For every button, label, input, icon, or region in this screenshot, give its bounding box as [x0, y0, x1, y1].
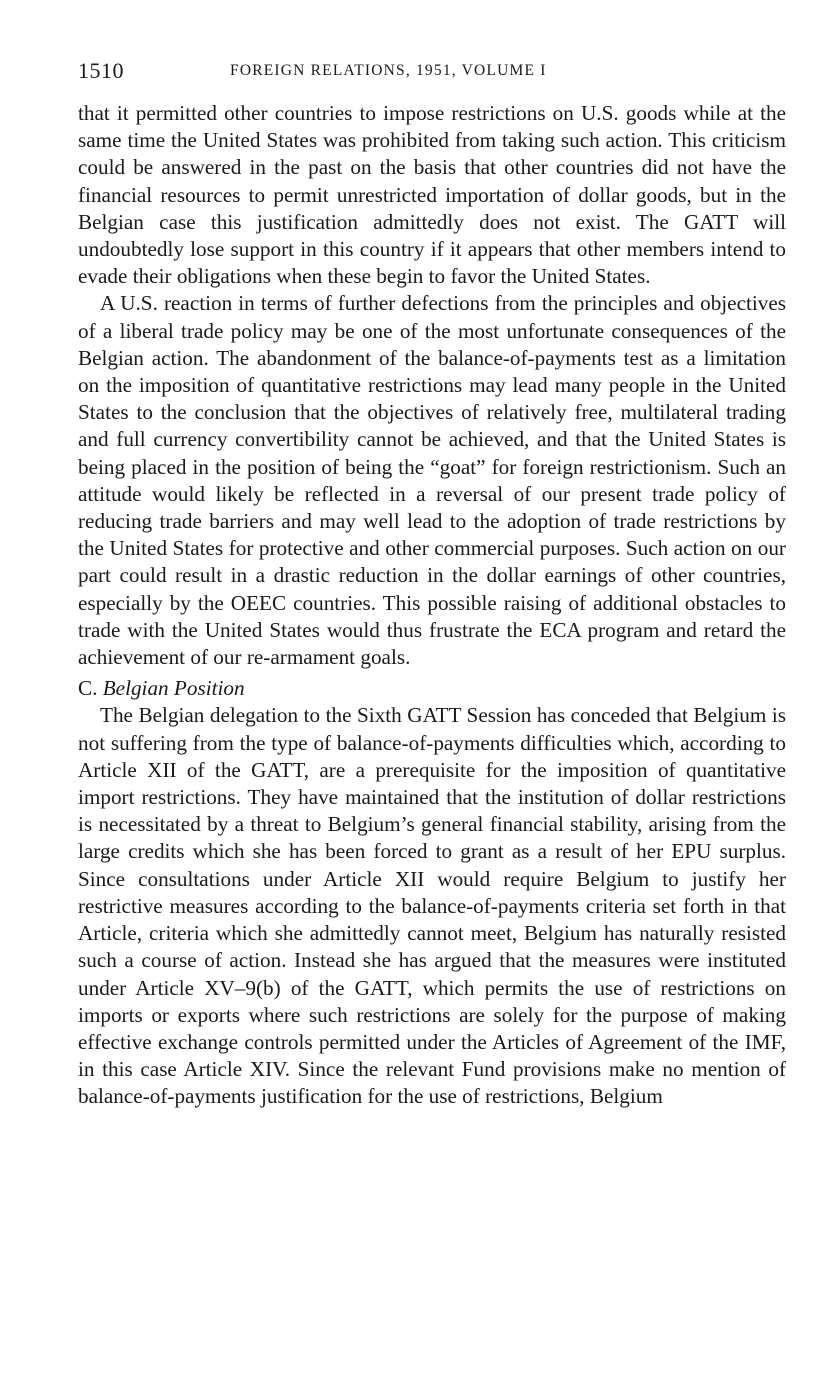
section-label: C.: [78, 676, 98, 701]
paragraph-continuation: that it permitted other countries to impose restrictions on U.S. goods while at the same time the United States was prohibited from taking such action. This criticism could be answered in the past on the basis that other countries did not have the financial resources to permit unrestricted importation of dollar goods, but in the Belgian case this justification admittedly does not exist. The GATT will undoubtedly lose support in this country if it appears that other members intend to evade their obligations when these begin to favor the United States.: [78, 101, 786, 289]
running-head: FOREIGN RELATIONS, 1951, VOLUME I: [230, 62, 547, 79]
section-title: Belgian Position: [102, 676, 245, 701]
paragraph-belgian-delegation: The Belgian delegation to the Sixth GATT Session has conceded that Belgium is not suffering from the type of balance-of-payments difficulties which, according to Article XII of the GATT, are a prerequisite for the imposition of quantitative import restrictions. They have maintained that the institution of dollar restrictions is necessitated by a threat to Belgium’s general financial stability, arising from the large credits which she has been forced to grant as a result of her EPU surplus. Since consultations under Article XII would require Belgium to justify her restrictive measures according to the balance-of-payments criteria set forth in that Article, criteria which she admittedly cannot meet, Belgium has naturally resisted such a course of action. Instead she has argued that the measures were instituted under Article XV–9(b) of the GATT, which permits the use of restrictions on imports or exports where such restrictions are solely for the purpose of making effective exchange controls permitted under the Articles of Agreement of the IMF, in this case Article XIV. Since the relevant Fund provisions make no mention of balance-of-payments justification for the use of restrictions, Belgium: [78, 703, 786, 1109]
section-heading-belgian-position: [78, 675, 786, 702]
page-number: 1510: [78, 58, 124, 83]
page-header: [78, 58, 786, 88]
paragraph-us-reaction: A U.S. reaction in terms of further defections from the principles and objectives of a liberal trade policy may be one of the most unfortunate consequences of the Belgian action. The abandonment of the balance-of-payments test as a limitation on the imposition of quantitative restrictions may lead many people in the United States to the conclusion that the objectives of relatively free, multilateral trading and full currency convertibility cannot be achieved, and that the United States is being placed in the position of being the “goat” for foreign restrictionism. Such an attitude would likely be reflected in a reversal of our present trade policy of reducing trade barriers and may well lead to the adoption of trade restrictions by the United States for protective and other commercial purposes. Such action on our part could result in a drastic reduction in the dollar earnings of other countries, especially by the OEEC countries. This possible raising of additional obstacles to trade with the United States would thus frustrate the ECA program and retard the achievement of our re-armament goals.: [78, 291, 786, 670]
document-page: [78, 58, 786, 1111]
